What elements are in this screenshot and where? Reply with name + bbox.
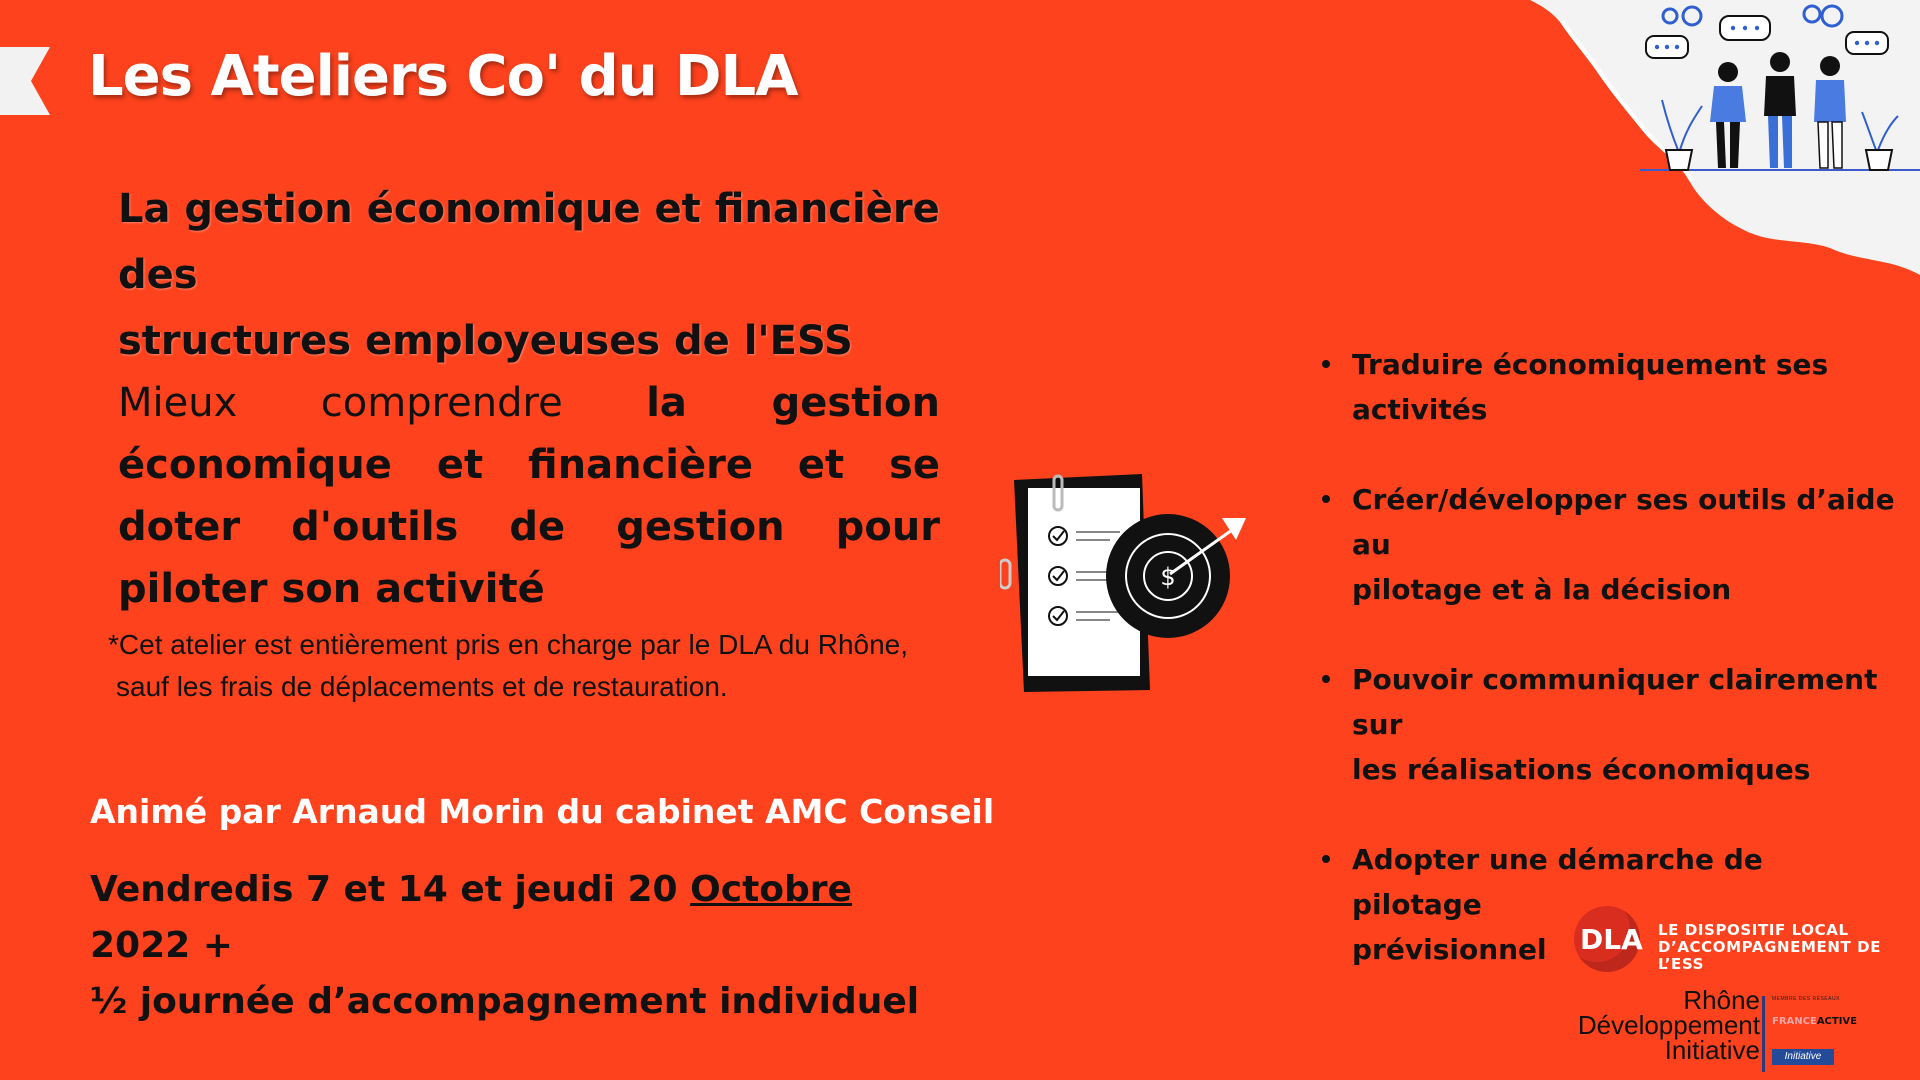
people-discussion-illustration xyxy=(1530,0,1920,275)
workshop-dates xyxy=(90,862,930,1030)
dates-month: Octobre xyxy=(690,869,852,910)
initiative-france-logo: Initiative xyxy=(1772,1049,1834,1065)
partner-networks xyxy=(1772,996,1862,1065)
dla-logo-text xyxy=(1658,922,1914,973)
objective-line: Pouvoir communiquer clairement sur xyxy=(1352,663,1878,741)
funding-note xyxy=(108,624,1008,708)
dla-logo-line-1: LE DISPOSITIF LOCAL xyxy=(1658,921,1849,939)
objective-line: Créer/développer ses outils d’aide au xyxy=(1352,483,1895,561)
dates-suffix: 2022 + xyxy=(90,925,233,966)
page-title: Les Ateliers Co' du DLA xyxy=(88,44,798,109)
france-active-france: FRANCE xyxy=(1772,1016,1817,1027)
dla-logo xyxy=(1574,906,1914,978)
rdi-logo-divider xyxy=(1762,996,1765,1072)
svg-text:$: $ xyxy=(1160,563,1176,591)
objective-line: Traduire économiquement ses xyxy=(1352,348,1829,381)
rdi-logo-line-1: Rhône xyxy=(1683,985,1760,1015)
subtitle-line-2: structures employeuses de l'ESS xyxy=(118,318,853,364)
objective-item xyxy=(1322,477,1902,612)
objective-line: activités xyxy=(1352,393,1488,426)
note-line-1: *Cet atelier est entièrement pris en charge par le DLA du Rhône, xyxy=(108,629,909,660)
dates-line-2: ½ journée d’accompagnement individuel xyxy=(90,981,920,1022)
workshop-intro xyxy=(118,372,940,620)
note-line-2: sauf les frais de déplacements et de restauration. xyxy=(116,671,728,702)
checklist-target-dollar-illustration xyxy=(1000,470,1270,700)
dla-logo-abbr: DLA xyxy=(1580,923,1643,956)
dla-logo-line-2: D’ACCOMPAGNEMENT DE L’ESS xyxy=(1658,938,1882,973)
objective-item xyxy=(1322,657,1902,792)
objective-line: Adopter une démarche de pilotage xyxy=(1352,843,1763,921)
subtitle-line-1: La gestion économique et financière des xyxy=(118,186,940,298)
objective-line: les réalisations économiques xyxy=(1352,753,1811,786)
intro-emphasis: la gestion économique et financière et se doter d'outils de gestion pour piloter son activité xyxy=(118,380,940,612)
objective-line: prévisionnel xyxy=(1352,933,1547,966)
france-active-logo xyxy=(1772,1016,1862,1027)
objective-line: pilotage et à la décision xyxy=(1352,573,1732,606)
dates-line-1 xyxy=(90,862,930,974)
rdi-logo-line-3: Initiative xyxy=(1664,1035,1760,1065)
objective-item xyxy=(1322,342,1902,432)
intro-lead: Mieux comprendre xyxy=(118,380,647,426)
workshop-subtitle xyxy=(118,176,1018,374)
france-active-active: ACTIVE xyxy=(1816,1016,1858,1027)
dates-prefix: Vendredis 7 et 14 et jeudi 20 xyxy=(90,869,691,910)
rdi-logo xyxy=(1577,985,1920,1080)
animator-credit: Animé par Arnaud Morin du cabinet AMC Conseil xyxy=(90,792,995,831)
rdi-logo-text xyxy=(1577,985,1760,1065)
partner-networks-label: MEMBRE DES RÉSEAUX xyxy=(1772,996,1840,1002)
title-banner-flag xyxy=(0,47,50,115)
rdi-logo-line-2: Développement xyxy=(1577,1010,1760,1040)
